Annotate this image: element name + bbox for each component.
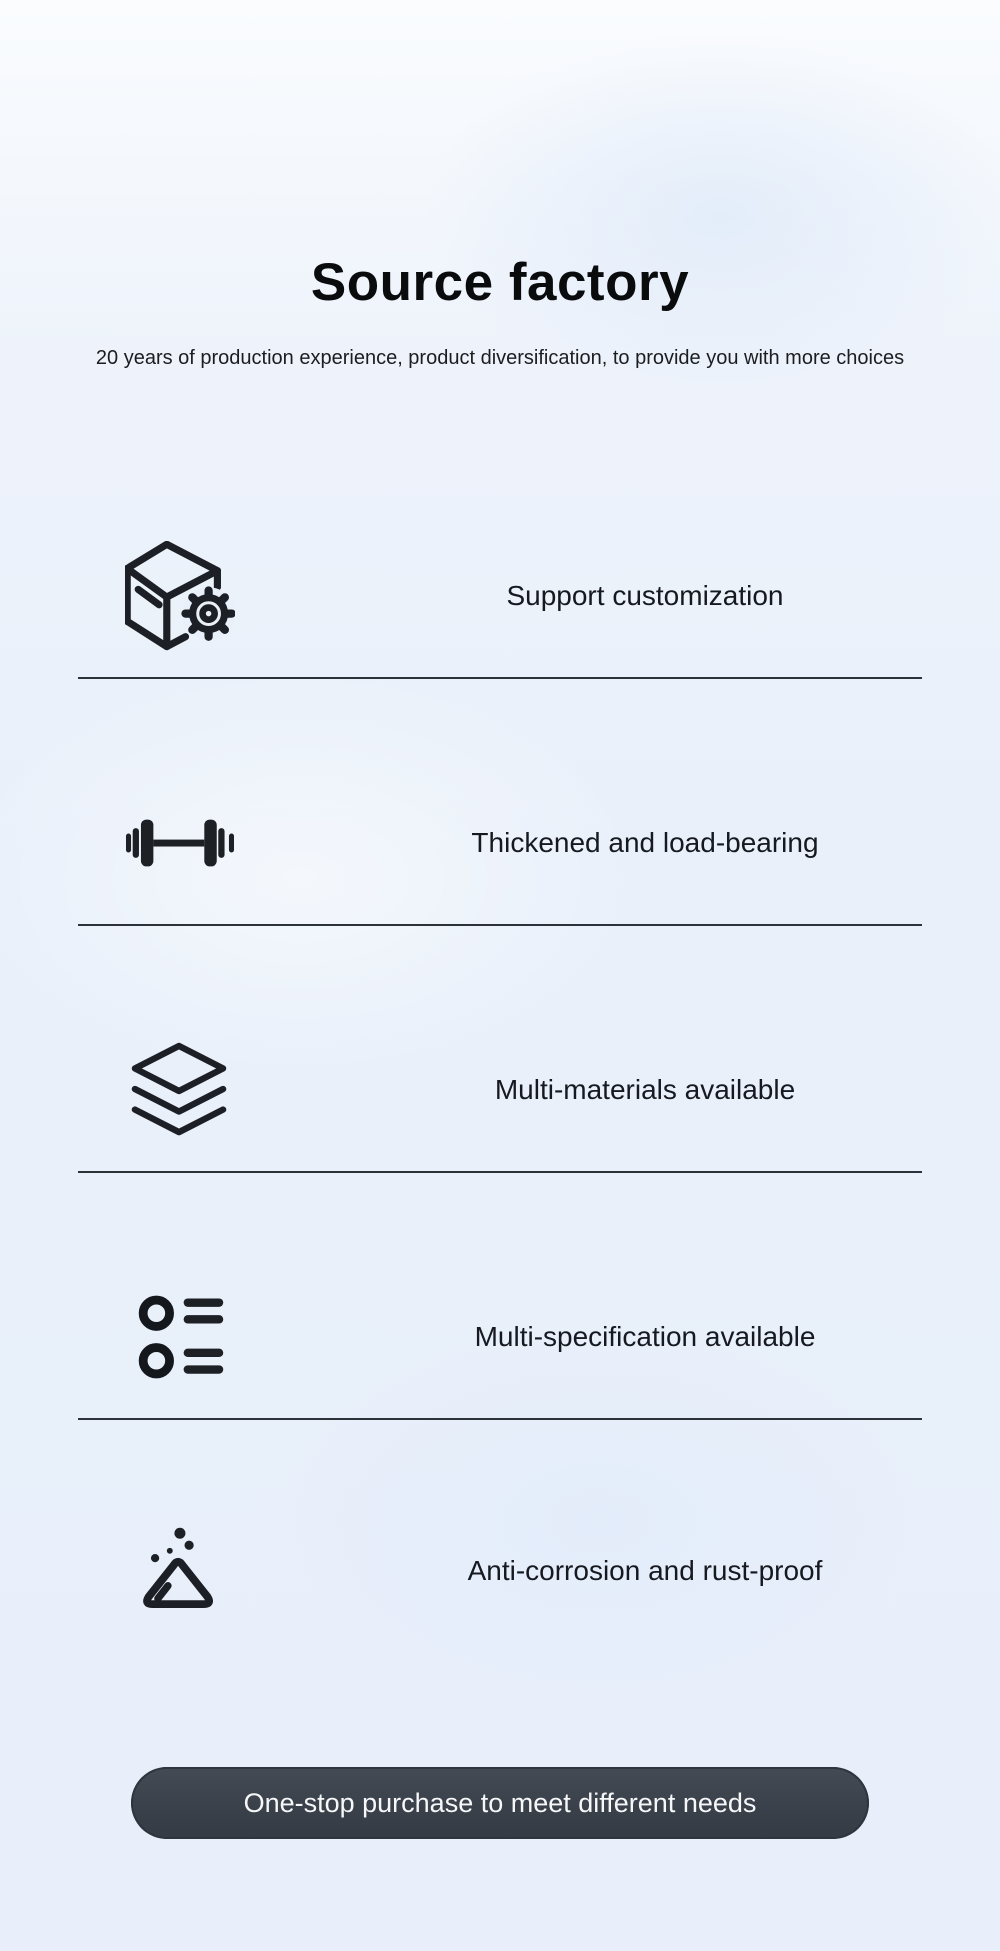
feature-label: Support customization: [506, 580, 784, 611]
feature-label: Anti-corrosion and rust-proof: [467, 1555, 823, 1586]
section-header: [0, 0, 1000, 372]
feature-list: [78, 432, 922, 1667]
one-stop-purchase-button[interactable]: One-stop purchase to meet different needs: [131, 1767, 869, 1839]
feature-row-load-bearing: [78, 679, 922, 926]
feature-label: Thickened and load-bearing: [471, 827, 819, 858]
feature-label: Multi-materials available: [494, 1074, 796, 1105]
spec-list-icon: [137, 1293, 225, 1381]
page-title: Source factory: [310, 253, 690, 312]
dumbbell-icon: [125, 788, 235, 898]
box-gear-icon: [125, 541, 235, 651]
feature-row-customization: [78, 432, 922, 679]
feature-row-specification: [78, 1173, 922, 1420]
page-subtitle: 20 years of production experience, product diversification, to provide you with more choices: [95, 347, 905, 369]
feature-label: Multi-specification available: [474, 1321, 816, 1352]
feature-row-materials: [78, 926, 922, 1173]
feature-row-anti-corrosion: [78, 1420, 922, 1667]
powder-pile-icon: [129, 1525, 229, 1617]
layers-icon: [125, 1041, 233, 1139]
